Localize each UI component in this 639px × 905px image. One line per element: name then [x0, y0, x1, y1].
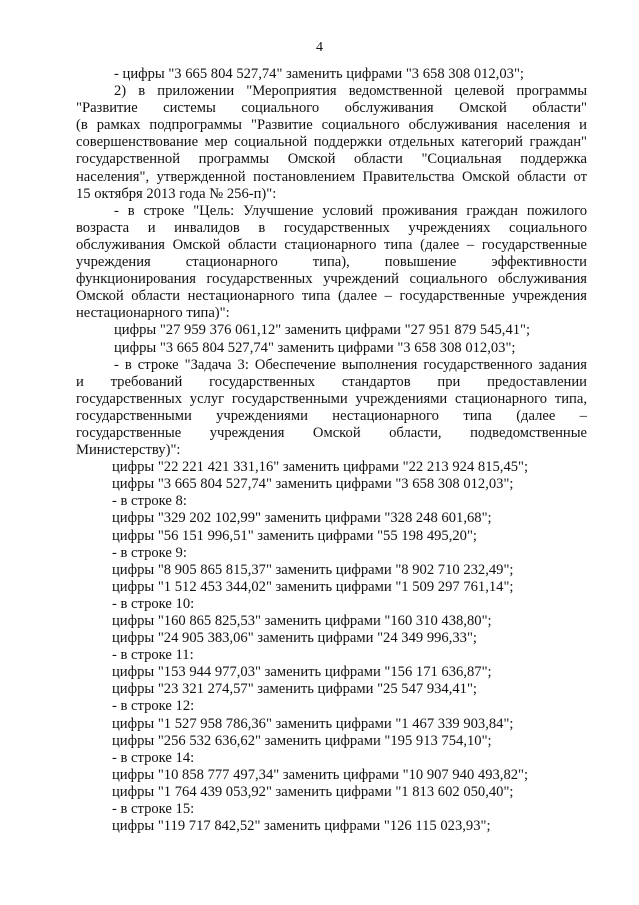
text-line: цифры "8 905 865 815,37" заменить цифрами "8 902 710 232,49"; [112, 561, 514, 578]
text-line: государственных услуг государственными учреждениями стационарного типа, [76, 390, 587, 407]
text-line: цифры "22 221 421 331,16" заменить цифрами "22 213 924 815,45"; [112, 459, 529, 476]
text-line: - в строке 14: [112, 749, 195, 766]
text-line: государственной программы Омской области "Социальная поддержка [76, 151, 587, 168]
text-line: 15 октября 2013 года № 256-п)": [76, 185, 277, 202]
text-line: - в строке 11: [112, 647, 194, 664]
text-line: - в строке 15: [112, 801, 195, 818]
text-line: цифры "1 527 958 786,36" заменить цифрами "1 467 339 903,84"; [112, 715, 514, 732]
text-line: совершенствование мер социальной поддержки отдельных категорий граждан" [76, 134, 587, 151]
text-line: и требований государственных стандартов при предоставлении [76, 373, 587, 390]
text-line: цифры "256 532 636,62" заменить цифрами "195 913 754,10"; [112, 732, 492, 749]
text-line: цифры "3 665 804 527,74" заменить цифрами "3 658 308 012,03"; [114, 339, 516, 356]
text-line: обслуживания Омской области стационарного типа (далее – государственные [76, 236, 587, 253]
text-line: цифры "3 665 804 527,74" заменить цифрами "3 658 308 012,03"; [112, 476, 514, 493]
text-line: цифры "119 717 842,52" заменить цифрами "126 115 023,93"; [112, 818, 491, 835]
text-line: возраста и инвалидов в государственных учреждениях социального [76, 219, 587, 236]
text-line: государственными учреждениями нестационарного типа (далее – [76, 407, 587, 424]
page-number: 4 [316, 40, 323, 55]
text-line: цифры "23 321 274,57" заменить цифрами "25 547 934,41"; [112, 681, 477, 698]
text-line: цифры "56 151 996,51" заменить цифрами "55 198 495,20"; [112, 527, 477, 544]
text-line: цифры "1 512 453 344,02" заменить цифрами "1 509 297 761,14"; [112, 578, 514, 595]
text-line: функционирования государственных учреждений социального обслуживания [76, 271, 587, 288]
text-line: цифры "153 944 977,03" заменить цифрами "156 171 636,87"; [112, 664, 492, 681]
text-line: - цифры "3 665 804 527,74" заменить цифрами "3 658 308 012,03"; [114, 66, 524, 82]
text-line: цифры "329 202 102,99" заменить цифрами "328 248 601,68"; [112, 510, 492, 527]
text-line: - в строке 9: [112, 544, 187, 561]
text-line: Министерству)": [76, 442, 181, 459]
text-line: - в строке 10: [112, 595, 195, 612]
text-line: Омской области нестационарного типа (далее – государственные учреждения [76, 288, 587, 305]
text-line: - в строке "Цель: Улучшение условий проживания граждан пожилого [114, 202, 587, 219]
text-line: цифры "1 764 439 053,92" заменить цифрами "1 813 602 050,40"; [112, 783, 514, 800]
text-line: - в строке "Задача 3: Обеспечение выполнения государственного задания [114, 356, 587, 373]
text-line: цифры "10 858 777 497,34" заменить цифрами "10 907 940 493,82"; [112, 766, 529, 783]
text-line: цифры "160 865 825,53" заменить цифрами "160 310 438,80"; [112, 613, 492, 629]
text-line: учреждения стационарного типа), повышение эффективности [76, 254, 587, 271]
text-line: - в строке 8: [112, 493, 187, 510]
text-line: населения", утвержденной постановлением Правительства Омской области от [76, 168, 587, 185]
text-line: (в рамках подпрограммы "Развитие социального обслуживания населения и [76, 117, 587, 134]
text-line: цифры "24 905 383,06" заменить цифрами "24 349 996,33"; [112, 630, 477, 647]
text-line: 2) в приложении "Мероприятия ведомственной целевой программы [114, 83, 587, 100]
text-line: "Развитие системы социального обслуживания Омской области" [76, 100, 587, 117]
text-line: - в строке 12: [112, 698, 195, 715]
text-line: цифры "27 959 376 061,12" заменить цифрами "27 951 879 545,41"; [114, 322, 531, 339]
text-line: нестационарного типа)": [76, 305, 230, 322]
text-line: государственные учреждения Омской области, подведомственные [76, 424, 587, 441]
document-body [76, 66, 587, 835]
